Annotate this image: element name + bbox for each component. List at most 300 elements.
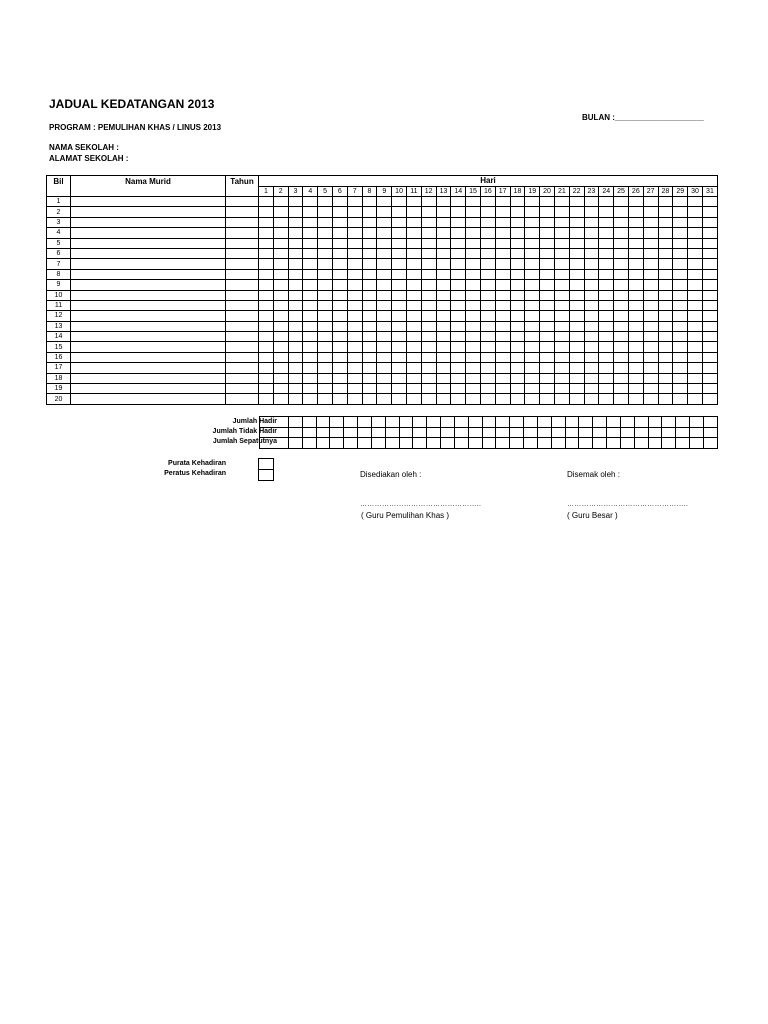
attendance-cell[interactable] [332,207,347,217]
attendance-cell[interactable] [332,217,347,227]
attendance-cell[interactable] [495,352,510,362]
attendance-cell[interactable] [421,290,436,300]
attendance-cell[interactable] [421,259,436,269]
summary-cell[interactable] [413,427,427,438]
attendance-cell[interactable] [658,269,673,279]
attendance-cell[interactable] [303,290,318,300]
summary-cell[interactable] [399,417,413,428]
attendance-cell[interactable] [332,321,347,331]
attendance-cell[interactable] [688,332,703,342]
attendance-cell[interactable] [525,217,540,227]
attendance-cell[interactable] [510,363,525,373]
summary-cell[interactable] [579,438,593,449]
attendance-cell[interactable] [332,311,347,321]
attendance-cell[interactable] [303,197,318,207]
attendance-cell[interactable] [584,352,599,362]
attendance-cell[interactable] [436,238,451,248]
attendance-cell[interactable] [480,342,495,352]
attendance-cell[interactable] [554,217,569,227]
attendance-cell[interactable] [673,207,688,217]
summary-cell[interactable] [427,427,441,438]
attendance-cell[interactable] [288,373,303,383]
attendance-cell[interactable] [688,311,703,321]
attendance-cell[interactable] [421,394,436,404]
attendance-cell[interactable] [495,290,510,300]
attendance-cell[interactable] [688,290,703,300]
attendance-cell[interactable] [332,342,347,352]
attendance-cell[interactable] [273,207,288,217]
attendance-cell[interactable] [599,321,614,331]
summary-cell[interactable] [344,417,358,428]
summary-cell[interactable] [690,427,704,438]
attendance-cell[interactable] [303,217,318,227]
attendance-cell[interactable] [658,259,673,269]
student-name-cell[interactable] [71,300,226,310]
attendance-cell[interactable] [332,300,347,310]
year-cell[interactable] [226,217,259,227]
attendance-cell[interactable] [273,352,288,362]
attendance-cell[interactable] [466,207,481,217]
summary-cell[interactable] [330,427,344,438]
attendance-cell[interactable] [554,384,569,394]
attendance-cell[interactable] [259,228,274,238]
attendance-cell[interactable] [259,311,274,321]
attendance-cell[interactable] [392,280,407,290]
attendance-cell[interactable] [347,332,362,342]
attendance-cell[interactable] [421,384,436,394]
attendance-cell[interactable] [702,259,717,269]
summary-cell[interactable] [413,417,427,428]
attendance-cell[interactable] [436,228,451,238]
attendance-cell[interactable] [599,238,614,248]
attendance-cell[interactable] [569,394,584,404]
attendance-cell[interactable] [599,394,614,404]
summary-cell[interactable] [648,438,662,449]
attendance-cell[interactable] [540,394,555,404]
summary-cell[interactable] [648,427,662,438]
attendance-cell[interactable] [259,352,274,362]
attendance-cell[interactable] [510,300,525,310]
attendance-cell[interactable] [362,394,377,404]
summary-cell[interactable] [289,417,303,428]
attendance-cell[interactable] [584,290,599,300]
attendance-cell[interactable] [628,217,643,227]
attendance-cell[interactable] [584,332,599,342]
attendance-cell[interactable] [688,373,703,383]
summary-cell[interactable] [524,438,538,449]
attendance-cell[interactable] [510,197,525,207]
student-name-cell[interactable] [71,394,226,404]
summary-cell[interactable] [344,438,358,449]
attendance-cell[interactable] [436,300,451,310]
attendance-cell[interactable] [273,300,288,310]
attendance-cell[interactable] [614,238,629,248]
attendance-cell[interactable] [599,352,614,362]
attendance-cell[interactable] [259,197,274,207]
attendance-cell[interactable] [614,217,629,227]
attendance-cell[interactable] [377,342,392,352]
summary-cell[interactable] [371,438,385,449]
attendance-cell[interactable] [643,394,658,404]
summary-cell[interactable] [551,417,565,428]
attendance-cell[interactable] [614,352,629,362]
attendance-cell[interactable] [259,238,274,248]
attendance-cell[interactable] [466,311,481,321]
summary-cell[interactable] [537,438,551,449]
attendance-cell[interactable] [480,300,495,310]
attendance-cell[interactable] [480,259,495,269]
attendance-cell[interactable] [673,238,688,248]
attendance-cell[interactable] [332,332,347,342]
attendance-cell[interactable] [540,280,555,290]
attendance-cell[interactable] [495,228,510,238]
attendance-cell[interactable] [614,207,629,217]
attendance-cell[interactable] [288,207,303,217]
attendance-cell[interactable] [702,394,717,404]
attendance-cell[interactable] [318,300,333,310]
attendance-cell[interactable] [362,259,377,269]
attendance-cell[interactable] [480,311,495,321]
attendance-cell[interactable] [273,311,288,321]
summary-cell[interactable] [316,417,330,428]
attendance-cell[interactable] [614,373,629,383]
attendance-cell[interactable] [510,352,525,362]
attendance-cell[interactable] [554,352,569,362]
attendance-cell[interactable] [273,290,288,300]
attendance-cell[interactable] [540,290,555,300]
attendance-cell[interactable] [259,373,274,383]
attendance-cell[interactable] [273,217,288,227]
attendance-cell[interactable] [259,300,274,310]
attendance-cell[interactable] [584,197,599,207]
attendance-cell[interactable] [377,280,392,290]
attendance-cell[interactable] [643,248,658,258]
attendance-cell[interactable] [332,352,347,362]
student-name-cell[interactable] [71,238,226,248]
summary-cell[interactable] [330,438,344,449]
summary-cell[interactable] [441,438,455,449]
attendance-cell[interactable] [702,363,717,373]
attendance-cell[interactable] [288,363,303,373]
attendance-cell[interactable] [673,332,688,342]
attendance-cell[interactable] [466,197,481,207]
attendance-cell[interactable] [525,352,540,362]
summary-cell[interactable] [634,427,648,438]
attendance-cell[interactable] [702,197,717,207]
attendance-cell[interactable] [540,321,555,331]
attendance-cell[interactable] [436,197,451,207]
attendance-cell[interactable] [451,290,466,300]
attendance-cell[interactable] [569,373,584,383]
attendance-cell[interactable] [569,332,584,342]
attendance-cell[interactable] [688,321,703,331]
attendance-cell[interactable] [510,238,525,248]
attendance-cell[interactable] [569,228,584,238]
attendance-cell[interactable] [525,311,540,321]
attendance-cell[interactable] [377,259,392,269]
attendance-cell[interactable] [318,238,333,248]
summary-cell[interactable] [620,438,634,449]
summary-cell[interactable] [648,417,662,428]
attendance-cell[interactable] [599,207,614,217]
attendance-cell[interactable] [273,238,288,248]
attendance-cell[interactable] [480,321,495,331]
attendance-cell[interactable] [436,384,451,394]
attendance-cell[interactable] [288,280,303,290]
attendance-cell[interactable] [377,290,392,300]
student-name-cell[interactable] [71,248,226,258]
summary-cell[interactable] [579,427,593,438]
attendance-cell[interactable] [259,342,274,352]
attendance-cell[interactable] [540,269,555,279]
attendance-cell[interactable] [510,280,525,290]
attendance-cell[interactable] [673,197,688,207]
attendance-cell[interactable] [451,384,466,394]
summary-cell[interactable] [634,417,648,428]
summary-cell[interactable] [607,417,621,428]
year-cell[interactable] [226,373,259,383]
attendance-cell[interactable] [466,217,481,227]
attendance-cell[interactable] [688,280,703,290]
attendance-cell[interactable] [643,300,658,310]
student-name-cell[interactable] [71,280,226,290]
attendance-cell[interactable] [510,332,525,342]
attendance-cell[interactable] [451,300,466,310]
attendance-cell[interactable] [658,352,673,362]
attendance-cell[interactable] [702,248,717,258]
attendance-cell[interactable] [525,373,540,383]
attendance-cell[interactable] [569,311,584,321]
attendance-cell[interactable] [362,311,377,321]
attendance-cell[interactable] [525,228,540,238]
year-cell[interactable] [226,269,259,279]
attendance-cell[interactable] [540,300,555,310]
year-cell[interactable] [226,321,259,331]
attendance-cell[interactable] [540,248,555,258]
attendance-cell[interactable] [658,363,673,373]
attendance-cell[interactable] [584,311,599,321]
attendance-cell[interactable] [347,311,362,321]
attendance-cell[interactable] [495,259,510,269]
attendance-cell[interactable] [658,311,673,321]
attendance-cell[interactable] [288,352,303,362]
attendance-cell[interactable] [554,332,569,342]
attendance-cell[interactable] [569,217,584,227]
attendance-cell[interactable] [495,248,510,258]
attendance-cell[interactable] [495,300,510,310]
attendance-cell[interactable] [628,259,643,269]
attendance-cell[interactable] [643,197,658,207]
attendance-cell[interactable] [673,394,688,404]
student-name-cell[interactable] [71,197,226,207]
attendance-cell[interactable] [554,259,569,269]
summary-cell[interactable] [662,427,676,438]
attendance-cell[interactable] [362,373,377,383]
attendance-cell[interactable] [525,248,540,258]
attendance-cell[interactable] [303,394,318,404]
attendance-cell[interactable] [466,269,481,279]
attendance-cell[interactable] [643,321,658,331]
attendance-cell[interactable] [540,352,555,362]
attendance-cell[interactable] [480,290,495,300]
attendance-cell[interactable] [259,280,274,290]
attendance-cell[interactable] [702,217,717,227]
attendance-cell[interactable] [688,197,703,207]
attendance-cell[interactable] [702,342,717,352]
attendance-cell[interactable] [628,342,643,352]
attendance-cell[interactable] [525,300,540,310]
attendance-cell[interactable] [614,197,629,207]
attendance-cell[interactable] [658,207,673,217]
summary-cell[interactable] [371,417,385,428]
attendance-cell[interactable] [377,300,392,310]
attendance-cell[interactable] [540,311,555,321]
attendance-cell[interactable] [421,363,436,373]
attendance-cell[interactable] [673,248,688,258]
attendance-cell[interactable] [643,342,658,352]
summary-cell[interactable] [551,438,565,449]
attendance-cell[interactable] [273,269,288,279]
attendance-cell[interactable] [643,373,658,383]
attendance-cell[interactable] [510,207,525,217]
attendance-cell[interactable] [540,207,555,217]
attendance-cell[interactable] [658,342,673,352]
student-name-cell[interactable] [71,384,226,394]
attendance-cell[interactable] [658,238,673,248]
summary-cell[interactable] [676,438,690,449]
attendance-cell[interactable] [480,207,495,217]
attendance-cell[interactable] [259,332,274,342]
attendance-cell[interactable] [318,373,333,383]
attendance-cell[interactable] [347,280,362,290]
attendance-cell[interactable] [569,207,584,217]
summary-cell[interactable] [454,438,468,449]
attendance-cell[interactable] [702,311,717,321]
summary-cell[interactable] [468,417,482,428]
attendance-cell[interactable] [702,373,717,383]
attendance-cell[interactable] [303,300,318,310]
attendance-cell[interactable] [658,290,673,300]
attendance-cell[interactable] [643,228,658,238]
attendance-cell[interactable] [332,280,347,290]
attendance-cell[interactable] [525,280,540,290]
attendance-cell[interactable] [466,321,481,331]
attendance-cell[interactable] [540,197,555,207]
attendance-cell[interactable] [436,321,451,331]
attendance-cell[interactable] [614,384,629,394]
attendance-cell[interactable] [273,248,288,258]
student-name-cell[interactable] [71,217,226,227]
attendance-cell[interactable] [421,332,436,342]
attendance-cell[interactable] [628,321,643,331]
attendance-cell[interactable] [584,321,599,331]
attendance-cell[interactable] [303,259,318,269]
attendance-cell[interactable] [406,259,421,269]
attendance-cell[interactable] [688,384,703,394]
attendance-cell[interactable] [362,321,377,331]
attendance-cell[interactable] [628,280,643,290]
attendance-cell[interactable] [480,332,495,342]
student-name-cell[interactable] [71,228,226,238]
attendance-cell[interactable] [288,269,303,279]
attendance-cell[interactable] [421,238,436,248]
attendance-cell[interactable] [599,217,614,227]
attendance-cell[interactable] [318,248,333,258]
attendance-cell[interactable] [480,280,495,290]
attendance-cell[interactable] [525,269,540,279]
attendance-cell[interactable] [436,290,451,300]
summary-cell[interactable] [260,427,289,438]
attendance-cell[interactable] [451,394,466,404]
attendance-cell[interactable] [451,363,466,373]
attendance-cell[interactable] [614,228,629,238]
attendance-cell[interactable] [688,207,703,217]
attendance-cell[interactable] [288,238,303,248]
summary-cell[interactable] [427,417,441,428]
attendance-cell[interactable] [273,280,288,290]
attendance-cell[interactable] [702,280,717,290]
attendance-cell[interactable] [362,300,377,310]
attendance-cell[interactable] [347,217,362,227]
attendance-cell[interactable] [614,363,629,373]
attendance-cell[interactable] [510,259,525,269]
attendance-cell[interactable] [347,363,362,373]
attendance-cell[interactable] [480,373,495,383]
attendance-cell[interactable] [673,342,688,352]
attendance-cell[interactable] [421,352,436,362]
attendance-cell[interactable] [332,197,347,207]
attendance-cell[interactable] [362,269,377,279]
attendance-cell[interactable] [362,352,377,362]
attendance-cell[interactable] [318,363,333,373]
summary-cell[interactable] [344,427,358,438]
attendance-cell[interactable] [569,290,584,300]
attendance-cell[interactable] [406,217,421,227]
attendance-cell[interactable] [466,290,481,300]
summary-cell[interactable] [454,427,468,438]
attendance-cell[interactable] [347,228,362,238]
attendance-cell[interactable] [421,269,436,279]
attendance-cell[interactable] [466,238,481,248]
student-name-cell[interactable] [71,311,226,321]
attendance-cell[interactable] [628,363,643,373]
year-cell[interactable] [226,290,259,300]
attendance-cell[interactable] [658,373,673,383]
attendance-cell[interactable] [392,394,407,404]
attendance-cell[interactable] [347,238,362,248]
attendance-cell[interactable] [495,373,510,383]
attendance-cell[interactable] [554,311,569,321]
attendance-cell[interactable] [406,197,421,207]
summary-cell[interactable] [413,438,427,449]
attendance-cell[interactable] [436,342,451,352]
summary-cell[interactable] [703,427,717,438]
attendance-cell[interactable] [436,394,451,404]
attendance-cell[interactable] [377,269,392,279]
year-cell[interactable] [226,207,259,217]
summary-cell[interactable] [510,438,524,449]
year-cell[interactable] [226,238,259,248]
attendance-cell[interactable] [421,321,436,331]
year-cell[interactable] [226,311,259,321]
attendance-cell[interactable] [658,228,673,238]
attendance-cell[interactable] [421,248,436,258]
attendance-cell[interactable] [688,352,703,362]
attendance-cell[interactable] [643,280,658,290]
attendance-cell[interactable] [347,300,362,310]
attendance-cell[interactable] [599,342,614,352]
attendance-cell[interactable] [658,332,673,342]
